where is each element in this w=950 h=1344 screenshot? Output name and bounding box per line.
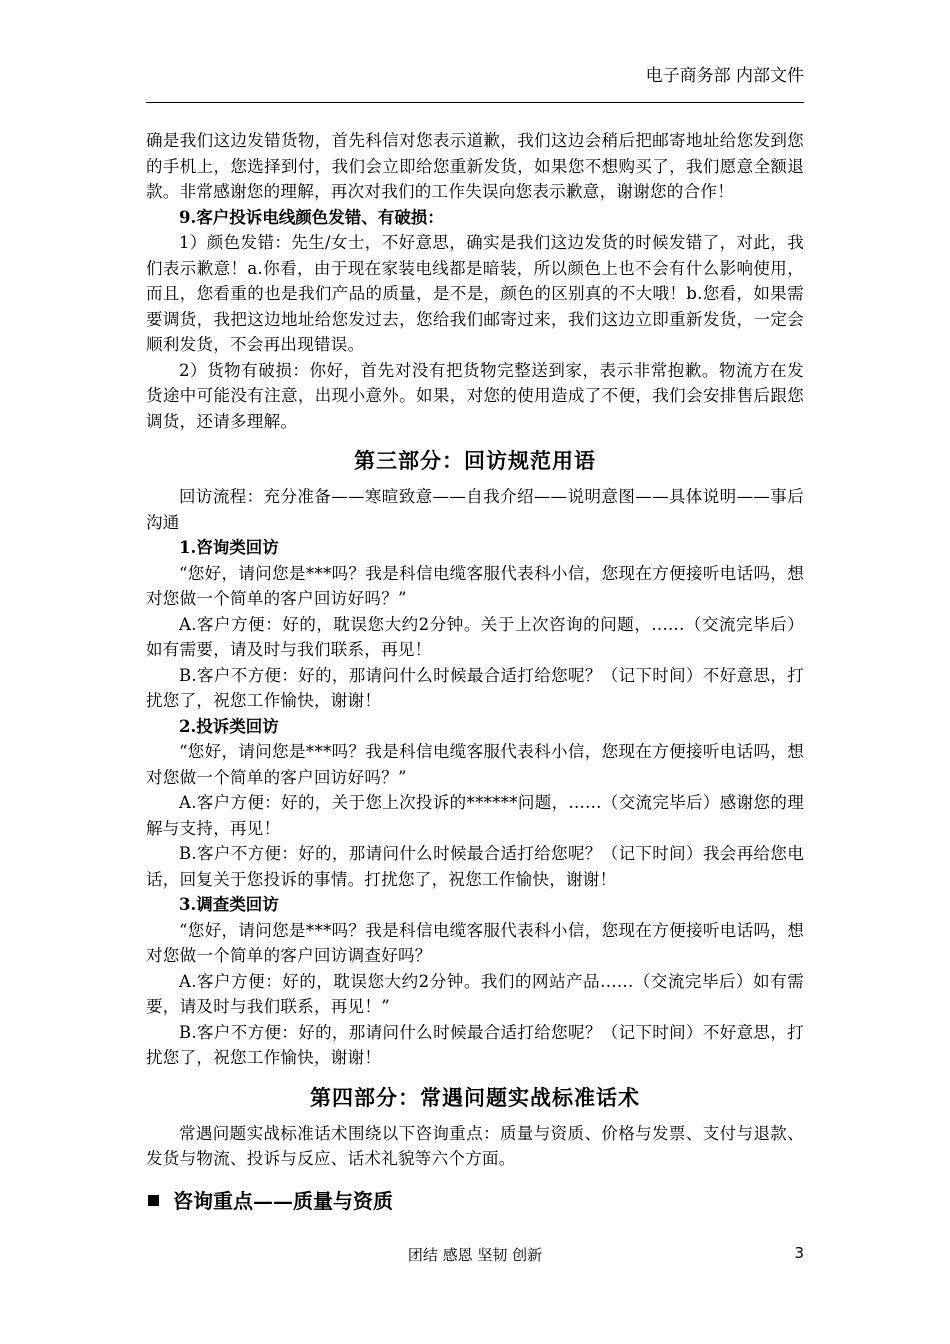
part-3-s3-answer-b: B.客户不方便：好的，那请问什么时候最合适打给您呢？（记下时间）不好意思，打扰您了，祝您工作愉快，谢谢！ — [146, 1022, 804, 1067]
header-text: 电子商务部 内部文件 — [645, 66, 804, 86]
footer-motto: 团结 感恩 坚韧 创新 — [407, 1246, 543, 1264]
part-3-s2-answer-b: B.客户不方便：好的，那请问什么时候最合适打给您呢？（记下时间）我会再给您电话，回复关于您投诉的事情。打扰您了，祝您工作愉快，谢谢！ — [146, 844, 804, 889]
section-9-title: 9.客户投诉电线颜色发错、有破损： — [179, 207, 444, 227]
part-3-s1-title: 1.咨询类回访 — [179, 538, 279, 557]
page-footer — [146, 1244, 804, 1265]
page-body — [146, 128, 804, 1216]
part-4-bullet — [146, 1186, 804, 1216]
part-3-flow: 回访流程：充分准备——寒暄致意——自我介绍——说明意图——具体说明——事后沟通 — [146, 487, 804, 532]
square-bullet-icon — [148, 1195, 159, 1206]
part-3-s2-answer-a: A.客户方便：好的，关于您上次投诉的******问题，......（交流完毕后）感谢您的理解与支持，再见！ — [146, 793, 804, 838]
part-3-s1-question: “您好，请问您是***吗？我是科信电缆客服代表科小信，您现在方便接听电话吗，想对您做一个简单的客户回访好吗？” — [146, 563, 804, 608]
section-9-paragraph-2: 2）货物有破损：你好，首先对没有把货物完整送到家，表示非常抱歉。物流方在发货途中可能没有注意，出现小意外。如果，对您的使用造成了不便，我们会安排售后跟您调货，还请多理解。 — [146, 360, 804, 431]
part-3-s2-title: 2.投诉类回访 — [179, 716, 279, 736]
part-4-intro: 常遇问题实战标准话术围绕以下咨询重点：质量与资质、价格与发票、支付与退款、发货与物流、投诉与反应、话术礼貌等六个方面。 — [146, 1123, 804, 1168]
part-3-s2-question: “您好，请问您是***吗？我是科信电缆客服代表科小信，您现在方便接听电话吗，想对您做一个简单的客户回访好吗？” — [146, 742, 804, 787]
part-3-s1-answer-a: A.客户方便：好的，耽误您大约2分钟。关于上次咨询的问题，......（交流完毕后）如有需要，请及时与我们联系，再见！ — [146, 614, 804, 659]
part-3-s1-answer-b: B.客户不方便：好的，那请问什么时候最合适打给您呢？（记下时间）不好意思，打扰您了，祝您工作愉快，谢谢！ — [146, 665, 804, 710]
part-3-s3-title: 3.调查类回访 — [179, 895, 279, 914]
part-3-s3-question: “您好，请问您是***吗？我是科信电缆客服代表科小信，您现在方便接听电话吗，想对您做一个简单的客户回访调查好吗？ — [146, 920, 804, 965]
paragraph-top: 确是我们这边发错货物，首先科信对您表示道歉，我们这边会稍后把邮寄地址给您发到您的手机上，您选择到付，我们会立即给您重新发货，如果您不想购买了，我们愿意全额退款。非常感谢您的理解，再次对我们的工作失误向您表示歉意，谢谢您的合作！ — [146, 131, 804, 201]
page-header — [146, 64, 804, 103]
part-4-heading: 第四部分：常遇问题实战标准话术 — [310, 1084, 640, 1110]
part-3-heading: 第三部分：回访规范用语 — [354, 448, 596, 473]
part-4-bullet-text: 咨询重点——质量与资质 — [173, 1188, 393, 1213]
section-9-paragraph-1: 1）颜色发错：先生/女士，不好意思，确实是我们这边发货的时候发错了，对此，我们表示歉意！a.你看，由于现在家装电线都是暗装，所以颜色上也不会有什么影响使用，而且，您看重的也是我们产品的质量，是不是，颜色的区别真的不大哦！b.您看，如果需要调货，我把这边地址给您发过去，您给我们邮寄过来，我们这边立即重新发货，一定会顺利发货，不会再出现错误。 — [146, 233, 804, 354]
page-number: 3 — [794, 1244, 804, 1262]
part-3-s3-answer-a: A.客户方便：好的，耽误您大约2分钟。我们的网站产品......（交流完毕后）如有需要，请及时与我们联系，再见！” — [146, 971, 804, 1016]
